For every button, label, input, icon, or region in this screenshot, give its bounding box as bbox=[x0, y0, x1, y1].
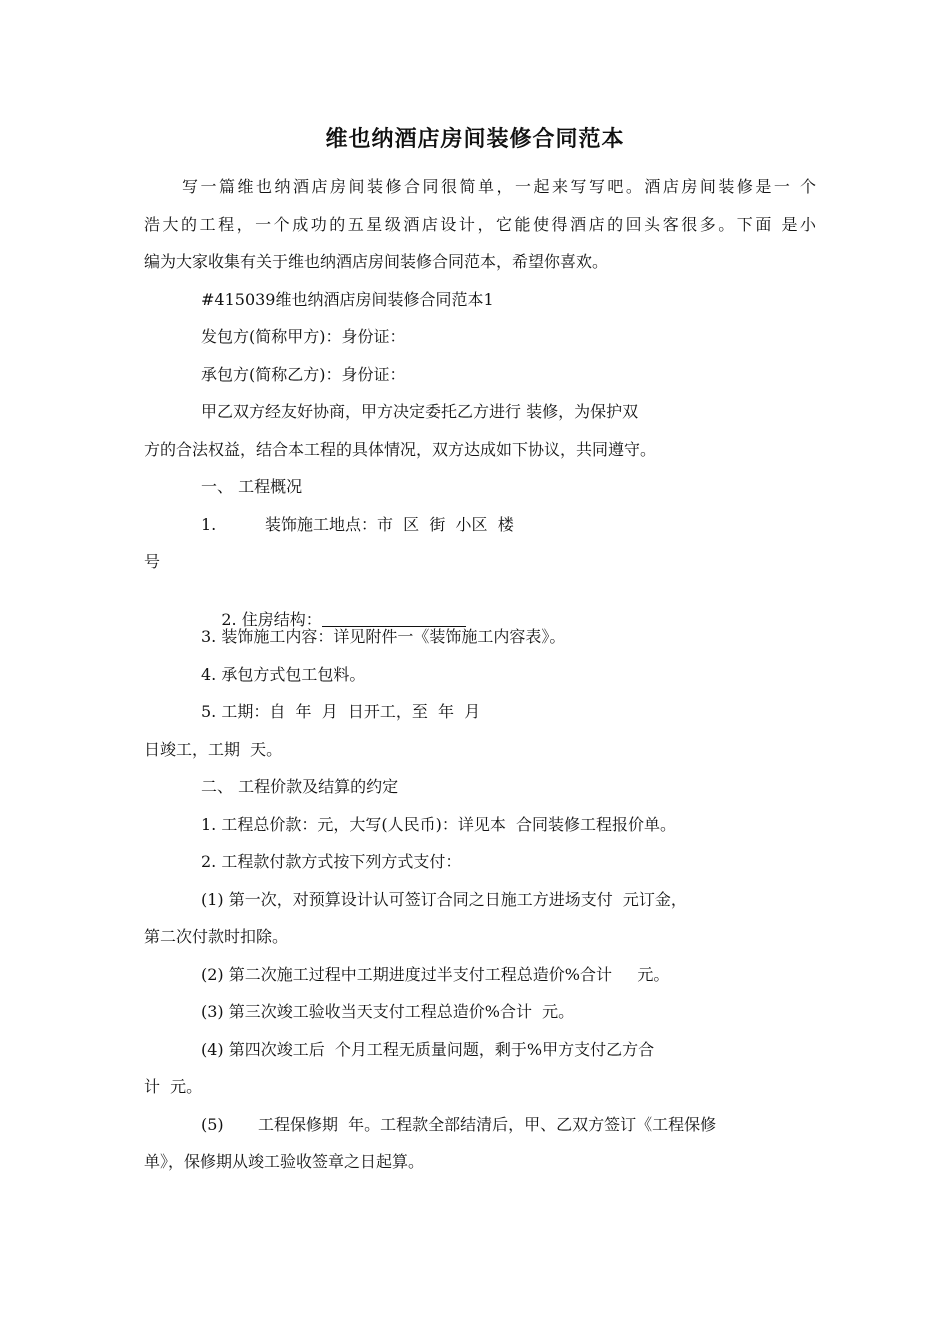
agreement-line-2: 方的合法权益，结合本工程的具体情况，双方达成如下协议，共同遵守。 bbox=[144, 440, 657, 459]
intro-line-1: 写一篇维也纳酒店房间装修合同很简单，一起来写写吧。酒店房间装修是一 个 bbox=[182, 177, 816, 196]
item-4-line: 4. 承包方式包工包料。 bbox=[201, 665, 366, 684]
item-5-continuation: 日竣工，工期 天。 bbox=[144, 740, 283, 759]
item-1-number: 1. bbox=[201, 515, 217, 534]
payment-1: (1) 第一次，对预算设计认可签订合同之日施工方进场支付 元订金， bbox=[201, 890, 687, 909]
party-a-line: 发包方(简称甲方)：身份证： bbox=[201, 327, 406, 346]
item-1-text: 装饰施工地点：市 区 街 小区 楼 bbox=[265, 515, 514, 534]
contract-id: #415039维也纳酒店房间装修合同范本1 bbox=[201, 290, 494, 309]
agreement-line-1: 甲乙双方经友好协商，甲方决定委托乙方进行 装修，为保护双 bbox=[201, 402, 639, 421]
payment-2: (2) 第二次施工过程中工期进度过半支付工程总造价%合计 元。 bbox=[201, 965, 670, 984]
document-title: 维也纳酒店房间装修合同范本 bbox=[325, 127, 625, 152]
fill-in-blank bbox=[322, 612, 466, 627]
payment-3: (3) 第三次竣工验收当天支付工程总造价%合计 元。 bbox=[201, 1002, 575, 1021]
payment-4: (4) 第四次竣工后 个月工程无质量问题，剩于%甲方支付乙方合 bbox=[201, 1040, 655, 1059]
price-item-2: 2. 工程款付款方式按下列方式支付： bbox=[201, 852, 462, 871]
payment-5-number: (5) bbox=[201, 1115, 224, 1134]
section-1-heading: 一、 工程概况 bbox=[201, 477, 303, 496]
intro-line-3: 编为大家收集有关于维也纳酒店房间装修合同范本，希望你喜欢。 bbox=[144, 252, 609, 271]
payment-1-continuation: 第二次付款时扣除。 bbox=[144, 927, 289, 946]
price-item-1: 1. 工程总价款：元，大写(人民币)：详见本 合同装修工程报价单。 bbox=[201, 815, 677, 834]
payment-5-continuation: 单》，保修期从竣工验收签章之日起算。 bbox=[144, 1152, 425, 1171]
payment-5-text: 工程保修期 年。工程款全部结清后，甲、乙双方签订《工程保修 bbox=[258, 1115, 717, 1134]
payment-4-continuation: 计 元。 bbox=[144, 1077, 203, 1096]
item-2-label: 2. 住房结构： bbox=[221, 610, 322, 629]
party-b-line: 承包方(简称乙方)：身份证： bbox=[201, 365, 406, 384]
section-2-heading: 二、 工程价款及结算的约定 bbox=[201, 777, 399, 796]
intro-line-2: 浩大的工程，一个成功的五星级酒店设计，它能使得酒店的回头客很多。下面 是小 bbox=[144, 215, 816, 234]
item-1-continuation: 号 bbox=[144, 552, 161, 571]
item-3-line: 3. 装饰施工内容：详见附件一《装饰施工内容表》。 bbox=[201, 627, 566, 646]
item-5-line: 5. 工期：自 年 月 日开工，至 年 月 bbox=[201, 702, 481, 721]
